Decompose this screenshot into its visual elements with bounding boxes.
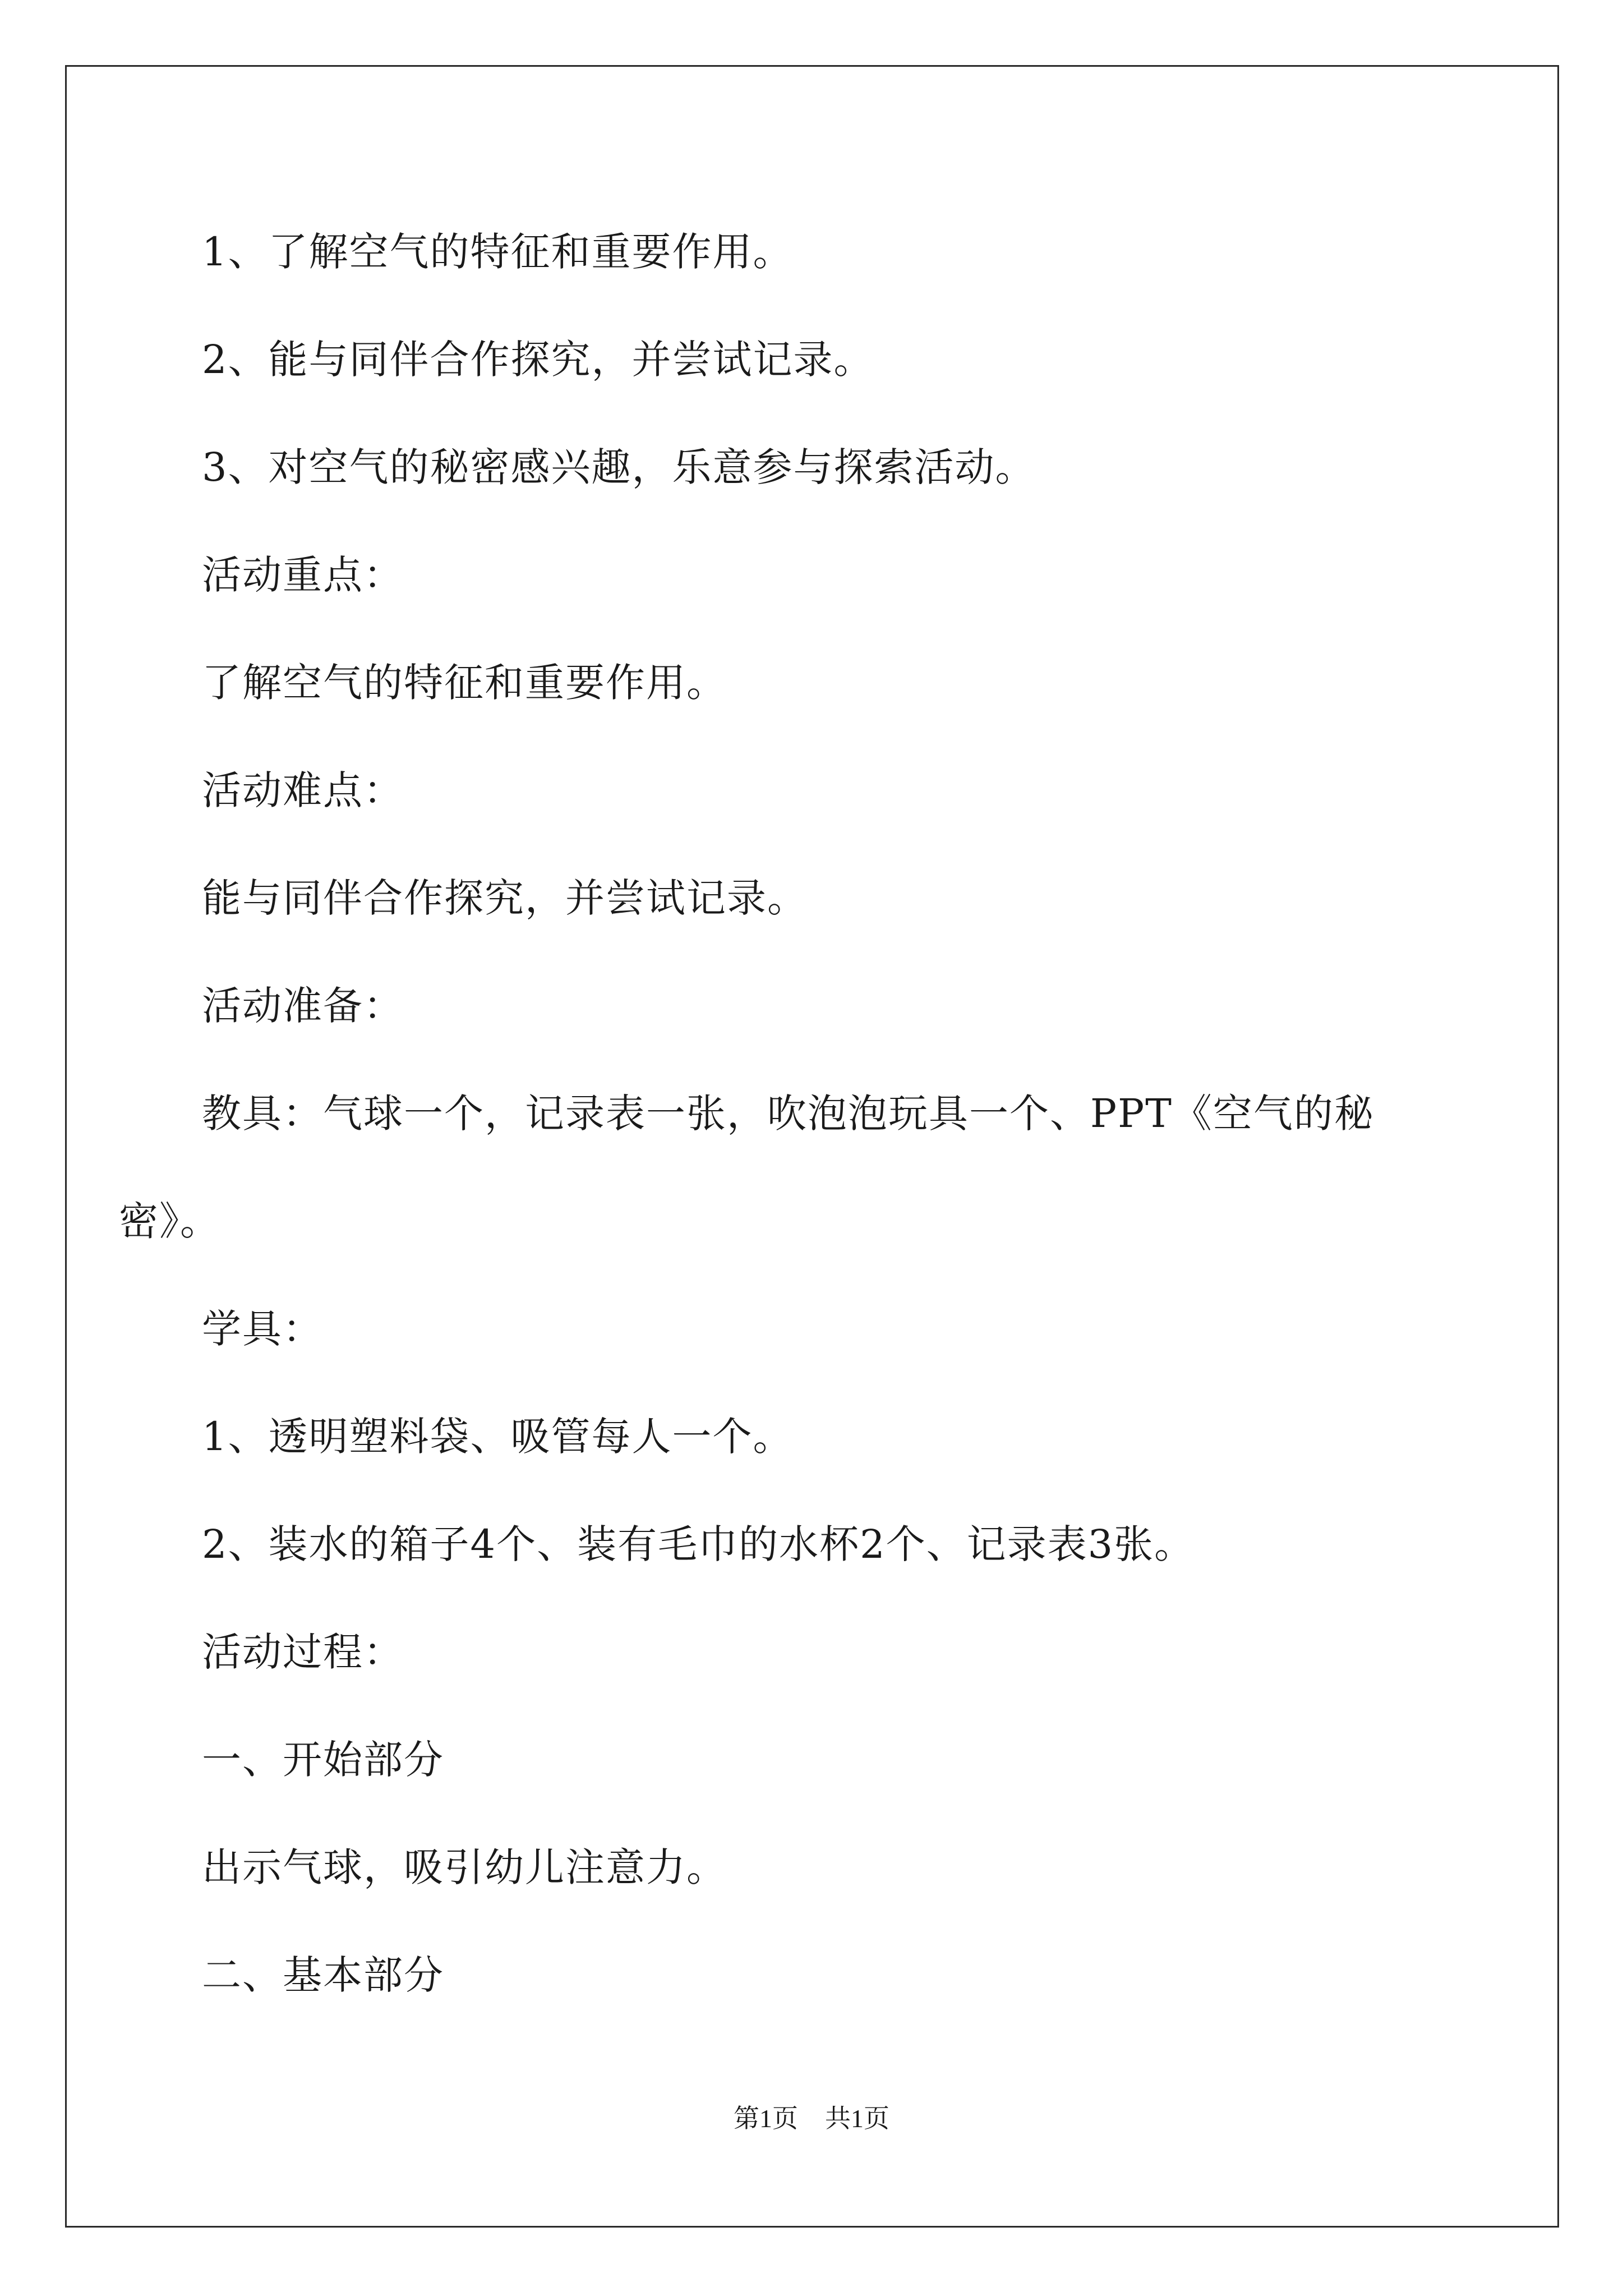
process-part-1-text: 出示气球，吸引幼儿注意力。: [202, 1844, 727, 1890]
page-footer: [0, 2102, 1623, 2136]
difficulty-text: 能与同伴合作探究，并尝试记录。: [202, 875, 808, 921]
process-part-2-heading: 二、基本部分: [202, 1952, 444, 1998]
process-part-1-heading: 一、开始部分: [202, 1737, 444, 1783]
objective-line-3: 3、对空气的秘密感兴趣，乐意参与探索活动。: [202, 444, 1036, 490]
objective-line-2: 2、能与同伴合作探究，并尝试记录。: [202, 337, 874, 383]
section-heading-difficulty: 活动难点：: [202, 767, 404, 813]
section-heading-process: 活动过程：: [202, 1629, 404, 1675]
teaching-aids-line: 教具：气球一个，记录表一张，吹泡泡玩具一个、PPT《空气的秘: [202, 1091, 1375, 1137]
page-total: 共1页: [825, 2104, 889, 2133]
teaching-aids-continuation: 密》。: [119, 1198, 220, 1244]
section-heading-key-point: 活动重点：: [202, 552, 404, 598]
page-number: 第1页: [734, 2104, 798, 2133]
learning-aids-item-1: 1、透明塑料袋、吸管每人一个。: [202, 1414, 794, 1460]
learning-aids-heading: 学具：: [202, 1306, 323, 1352]
section-heading-preparation: 活动准备：: [202, 983, 404, 1029]
page-border: [65, 65, 1559, 2228]
key-point-text: 了解空气的特征和重要作用。: [202, 660, 727, 706]
learning-aids-item-2: 2、装水的箱子4个、装有毛巾的水杯2个、记录表3张。: [202, 1521, 1195, 1567]
objective-line-1: 1、了解空气的特征和重要作用。: [202, 229, 794, 275]
